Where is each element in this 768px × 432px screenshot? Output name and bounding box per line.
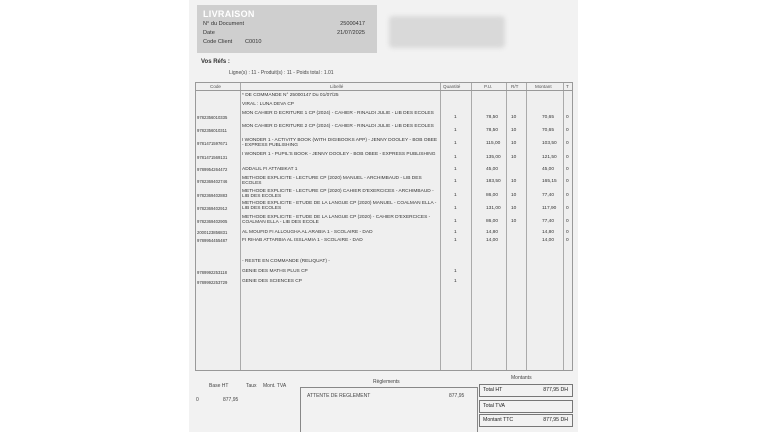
row-code: 9789954455487	[197, 238, 228, 243]
row-rt: 10	[511, 206, 517, 211]
reglement-amount: 877,95	[449, 393, 465, 399]
doc-number-value: 25000417	[340, 21, 365, 27]
row-desc: I WONDER 1 - PUPIL'S BOOK - JENNY DOOLEY - BOB OBEE - EXPRESS PUBLISHING	[242, 152, 436, 157]
row-rt: 10	[511, 128, 517, 133]
row-desc: AL MOUFID FI ALLOUGHA AL ARABIA 1 - SCOLAIRE - DAD	[242, 230, 373, 235]
row-desc: I WONDER 1 - ACTIVITY BOOK (WITH DIGIBOOKS APP) - JENNY DOOLEY - BOB OBEE - EXPRESS PUBLISHING	[242, 138, 438, 149]
row-montant: 77,40	[542, 219, 555, 224]
row-desc: ADDALIL FI ATTABIKAT 1	[242, 167, 298, 172]
row-montant: 77,40	[542, 193, 555, 198]
row-qty: 1	[454, 167, 457, 172]
document-title: LIVRAISON	[203, 9, 255, 19]
row-qty: 1	[454, 279, 457, 284]
row-t: 0	[566, 219, 569, 224]
row-desc: MON CAHIER D ECRITURE 2 CP (2024) - CAHIER - RINALDI JULIE - LIB DES ECOLES	[242, 124, 434, 129]
row-desc: MON CAHIER D ECRITURE 1 CP (2024) - CAHIER - RINALDI JULIE - LIB DES ECOLES	[242, 111, 434, 116]
delivery-note	[189, 0, 578, 432]
date-row	[203, 30, 371, 36]
row-desc: METHODE EXPLICITE - ETUDE DE LA LANGUE CP (2020) - CAHIER D'EXERCICES - COALMAN ELLA - LIB DES ECOLE	[242, 215, 431, 226]
row-pu: 78,50	[486, 115, 499, 120]
montant-ttc-label: Montant TTC	[483, 417, 514, 423]
references-label: Vos Réfs :	[201, 59, 230, 65]
header-quantite: Quantité	[443, 84, 461, 89]
row-qty: 1	[454, 128, 457, 133]
row-qty: 1	[454, 206, 457, 211]
row-t: 0	[566, 141, 569, 146]
row-montant: 121,50	[542, 155, 557, 160]
base-value-zero: 0	[196, 397, 199, 403]
date-value: 21/07/2025	[337, 30, 365, 36]
row-qty: 1	[454, 155, 457, 160]
date-label: Date	[203, 30, 215, 36]
row-code: 2000123856831	[197, 230, 228, 235]
row-code: 9789992253118	[197, 270, 227, 275]
lines-summary: Ligne(s) : 11 - Produit(s) : 11 - Poids total : 1.01	[229, 70, 334, 76]
row-desc: METHODE EXPLICITE - LECTURE CP (2020) MANUEL - ARCHIMBAUD - LIB DES ECOLES	[242, 176, 422, 187]
row-qty: 1	[454, 269, 457, 274]
row-montant: 70,65	[542, 115, 555, 120]
taux-label: Taux	[246, 383, 257, 389]
header-libelle: Libellé	[330, 84, 344, 89]
row-code: 9782369402746	[197, 179, 228, 184]
total-tva-row	[479, 400, 573, 413]
order-client: VIRAL : LUNA DEVA CP	[242, 102, 294, 107]
row-code: 9782369402912	[197, 206, 228, 211]
header-code: Code	[210, 84, 221, 89]
row-pu: 14,80	[486, 230, 499, 235]
row-t: 0	[566, 179, 569, 184]
row-code: 9789954264472	[197, 167, 228, 172]
row-t: 0	[566, 167, 569, 172]
row-desc: GENIE DES MATHS PLUS CP	[242, 269, 308, 274]
row-rt: 10	[511, 141, 517, 146]
montant-ttc-value: 877,95 DH	[543, 417, 568, 423]
row-pu: 131,00	[486, 206, 501, 211]
row-pu: 86,00	[486, 193, 499, 198]
row-t: 0	[566, 115, 569, 120]
row-desc: METHODE EXPLICITE - LECTURE CP (2020) CAHIER D'EXERCICES - ARCHIMBAUD - LIB DES ECOLES	[242, 189, 434, 200]
total-tva-label: Total TVA	[483, 403, 506, 409]
row-t: 0	[566, 206, 569, 211]
row-code: 9789992253729	[197, 280, 228, 285]
row-rt: 10	[511, 155, 517, 160]
row-t: 0	[566, 128, 569, 133]
row-t: 0	[566, 230, 569, 235]
row-t: 0	[566, 155, 569, 160]
order-reference: * DE COMMANDE N° 25000147 Du 01/07/25	[242, 93, 339, 98]
row-pu: 45,00	[486, 167, 499, 172]
base-value: 877,95	[223, 397, 239, 403]
row-code: 9782369402905	[197, 219, 228, 224]
total-ht-row	[479, 384, 573, 397]
row-montant: 103,50	[542, 141, 557, 146]
reliquat-title: - RESTE EN COMMANDE (RELIQUAT) -	[242, 259, 330, 264]
total-ht-label: Total HT	[483, 387, 503, 393]
header-montant: Montant	[535, 84, 552, 89]
row-pu: 183,50	[486, 179, 501, 184]
redacted-address	[389, 16, 505, 48]
client-label: Code Client	[203, 39, 233, 45]
row-code: 9781471597671	[197, 141, 228, 146]
doc-number-label: N° du Document	[203, 21, 245, 27]
base-ht-label: Base HT	[209, 383, 229, 389]
mont-tva-label: Mont. TVA	[263, 383, 287, 389]
doc-number-row	[203, 21, 371, 27]
row-desc: GENIE DES SCIENCES CP	[242, 279, 302, 284]
row-qty: 1	[454, 219, 457, 224]
montants-label: Montants	[511, 375, 532, 381]
total-ht-value: 877,95 DH	[543, 387, 568, 393]
header-rt: R/T	[511, 84, 519, 89]
items-table	[195, 82, 573, 371]
row-rt: 10	[511, 115, 517, 120]
row-rt: 10	[511, 219, 517, 224]
row-qty: 1	[454, 230, 457, 235]
row-rt: 10	[511, 179, 517, 184]
row-code: 9781471569131	[197, 155, 228, 160]
client-value: C0010	[245, 39, 262, 45]
row-desc: METHODE EXPLICITE - ETUDE DE LA LANGUE CP (2020) MANUEL - COALMAN ELLA - LIB DES ECOLES	[242, 201, 437, 212]
row-montant: 165,15	[542, 179, 557, 184]
row-pu: 135,00	[486, 155, 501, 160]
header-pu: P.U.	[484, 84, 493, 89]
row-montant: 14,80	[542, 230, 555, 235]
row-montant: 117,90	[542, 206, 557, 211]
row-t: 0	[566, 238, 569, 243]
row-code: 9782369402883	[197, 193, 228, 198]
row-pu: 86,00	[486, 219, 499, 224]
reglements-label: Règlements	[373, 379, 400, 385]
row-t: 0	[566, 193, 569, 198]
row-qty: 1	[454, 115, 457, 120]
row-qty: 1	[454, 193, 457, 198]
row-montant: 45,00	[542, 167, 555, 172]
row-code: 9782356010335	[197, 115, 228, 120]
row-montant: 70,65	[542, 128, 555, 133]
row-pu: 14,00	[486, 238, 499, 243]
totals-footer	[195, 372, 571, 432]
montant-ttc-row	[479, 414, 573, 427]
header-t: T	[566, 84, 569, 89]
row-montant: 14,00	[542, 238, 555, 243]
row-desc: FI RIHAB ATTARBIA AL ISSLAMIA 1 - SCOLAIRE - DAD	[242, 238, 363, 243]
row-qty: 1	[454, 141, 457, 146]
row-qty: 1	[454, 179, 457, 184]
row-qty: 1	[454, 238, 457, 243]
row-rt: 10	[511, 193, 517, 198]
reglement-text: ATTENTE DE REGLEMENT	[307, 393, 371, 399]
row-pu: 115,00	[486, 141, 501, 146]
row-code: 9782356010311	[197, 128, 227, 133]
client-row	[203, 39, 371, 45]
row-pu: 78,50	[486, 128, 499, 133]
